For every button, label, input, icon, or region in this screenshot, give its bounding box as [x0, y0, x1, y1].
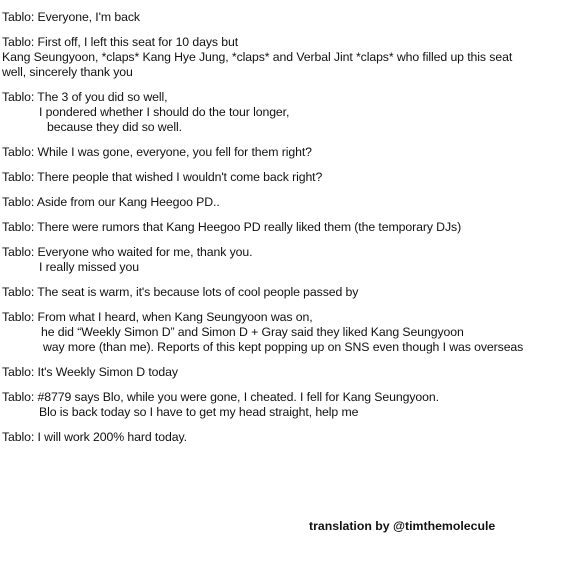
transcript-line: Tablo: I will work 200% hard today.	[2, 430, 187, 444]
transcript-line: Tablo: There were rumors that Kang Heegoo PD really liked them (the temporary DJs)	[2, 220, 462, 234]
transcript-line: I really missed you	[39, 260, 139, 274]
translation-credit: translation by @timthemolecule	[309, 519, 496, 533]
transcript-line: Tablo: The 3 of you did so well,	[2, 90, 168, 104]
transcript-line: Tablo: While I was gone, everyone, you fell for them right?	[2, 145, 312, 159]
transcript-line: way more (than me). Reports of this kept popping up on SNS even though I was overseas	[43, 340, 524, 354]
transcript-line: Tablo: #8779 says Blo, while you were gone, I cheated. I fell for Kang Seungyoon.	[2, 390, 439, 404]
transcript-line: Blo is back today so I have to get my head straight, help me	[39, 405, 359, 419]
transcript-line: Tablo: It's Weekly Simon D today	[2, 365, 178, 379]
transcript	[2, 10, 576, 445]
transcript-line: Tablo: From what I heard, when Kang Seungyoon was on,	[2, 310, 313, 324]
transcript-line: Kang Seungyoon, *claps* Kang Hye Jung, *claps* and Verbal Jint *claps* who filled up this seat	[2, 50, 513, 64]
transcript-line: well, sincerely thank you	[2, 65, 133, 79]
transcript-line: Tablo: Everyone, I'm back	[2, 10, 140, 24]
transcript-line: Tablo: First off, I left this seat for 10 days but	[2, 35, 239, 49]
transcript-line: I pondered whether I should do the tour longer,	[39, 105, 290, 119]
transcript-line: Tablo: Everyone who waited for me, thank you.	[2, 245, 253, 259]
transcript-line: Tablo: The seat is warm, it's because lots of cool people passed by	[2, 285, 359, 299]
transcript-line: he did “Weekly Simon D” and Simon D + Gray said they liked Kang Seungyoon	[41, 325, 464, 339]
transcript-line: Tablo: There people that wished I wouldn't come back right?	[2, 170, 323, 184]
transcript-line: because they did so well.	[47, 120, 182, 134]
transcript-line: Tablo: Aside from our Kang Heegoo PD..	[2, 195, 220, 209]
